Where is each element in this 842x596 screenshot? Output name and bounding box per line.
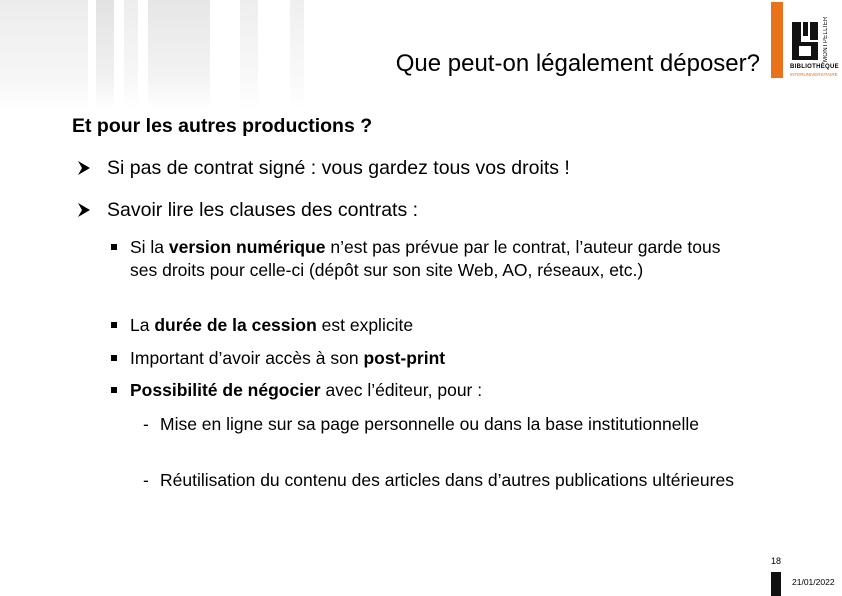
sub-bullet	[111, 314, 741, 337]
square-bullet-icon	[111, 387, 117, 393]
arrow-bullet-icon	[76, 155, 92, 181]
bullet-text: Savoir lire les clauses des contrats :	[107, 199, 419, 221]
text-run: n’est pas prévue par le contrat, l’auteur garde tous ses droits pour celle-ci (dépôt sur son site Web, AO, réseaux, etc.)	[130, 237, 721, 280]
arrow-bullet-icon	[76, 197, 92, 223]
square-bullet-icon	[111, 244, 117, 250]
sub-bullet-text	[130, 347, 741, 370]
option-text: Mise en ligne sur sa page personnelle ou dans la base institutionnelle	[160, 414, 699, 434]
emphasis: post-print	[363, 348, 446, 368]
text-run: La	[130, 315, 155, 335]
logo-name: BIBLIOTHÈQUE	[790, 64, 839, 70]
sub-bullet	[111, 236, 741, 282]
sub-bullet	[111, 347, 741, 370]
text-run: Important d’avoir accès à son	[130, 348, 364, 368]
accent-bar	[771, 2, 783, 78]
text-run: avec l’éditeur, pour :	[320, 380, 483, 400]
emphasis: Possibilité de négocier	[130, 380, 321, 400]
dash-bullet: -	[143, 414, 149, 434]
page-number: 18	[771, 556, 782, 566]
decorative-band	[124, 0, 138, 110]
slide-title: Que peut-on légalement déposer?	[395, 50, 760, 77]
square-bullet-icon	[111, 322, 117, 328]
decorative-band	[96, 0, 114, 110]
text-run: est explicite	[316, 315, 414, 335]
sub-bullet	[111, 379, 741, 402]
decorative-band	[240, 0, 258, 110]
square-bullet-icon	[111, 355, 117, 361]
footer-bar	[771, 572, 781, 596]
emphasis: durée de la cession	[154, 315, 317, 335]
emphasis: version numérique	[168, 237, 326, 257]
logo-side-text: MONTPELLIER	[823, 16, 829, 62]
bullet-text: Si pas de contrat signé : vous gardez tous vos droits !	[107, 157, 570, 179]
sub-bullet-text	[130, 379, 741, 402]
sub-bullet-text	[130, 314, 741, 337]
library-logo	[790, 16, 840, 82]
option-text: Réutilisation du contenu des articles dans d’autres publications ultérieures	[160, 470, 734, 490]
logo-subtitle: INTERUNIVERSITAIRE	[790, 72, 838, 77]
text-run: Si la	[130, 237, 169, 257]
option-item	[143, 413, 763, 436]
sub-bullet-text	[130, 236, 741, 282]
dash-bullet: -	[143, 470, 149, 490]
decorative-band	[0, 0, 88, 110]
option-item	[143, 469, 763, 492]
section-heading: Et pour les autres productions ?	[72, 115, 373, 137]
decorative-band	[148, 0, 210, 110]
footer-date: 21/01/2022	[792, 577, 835, 587]
